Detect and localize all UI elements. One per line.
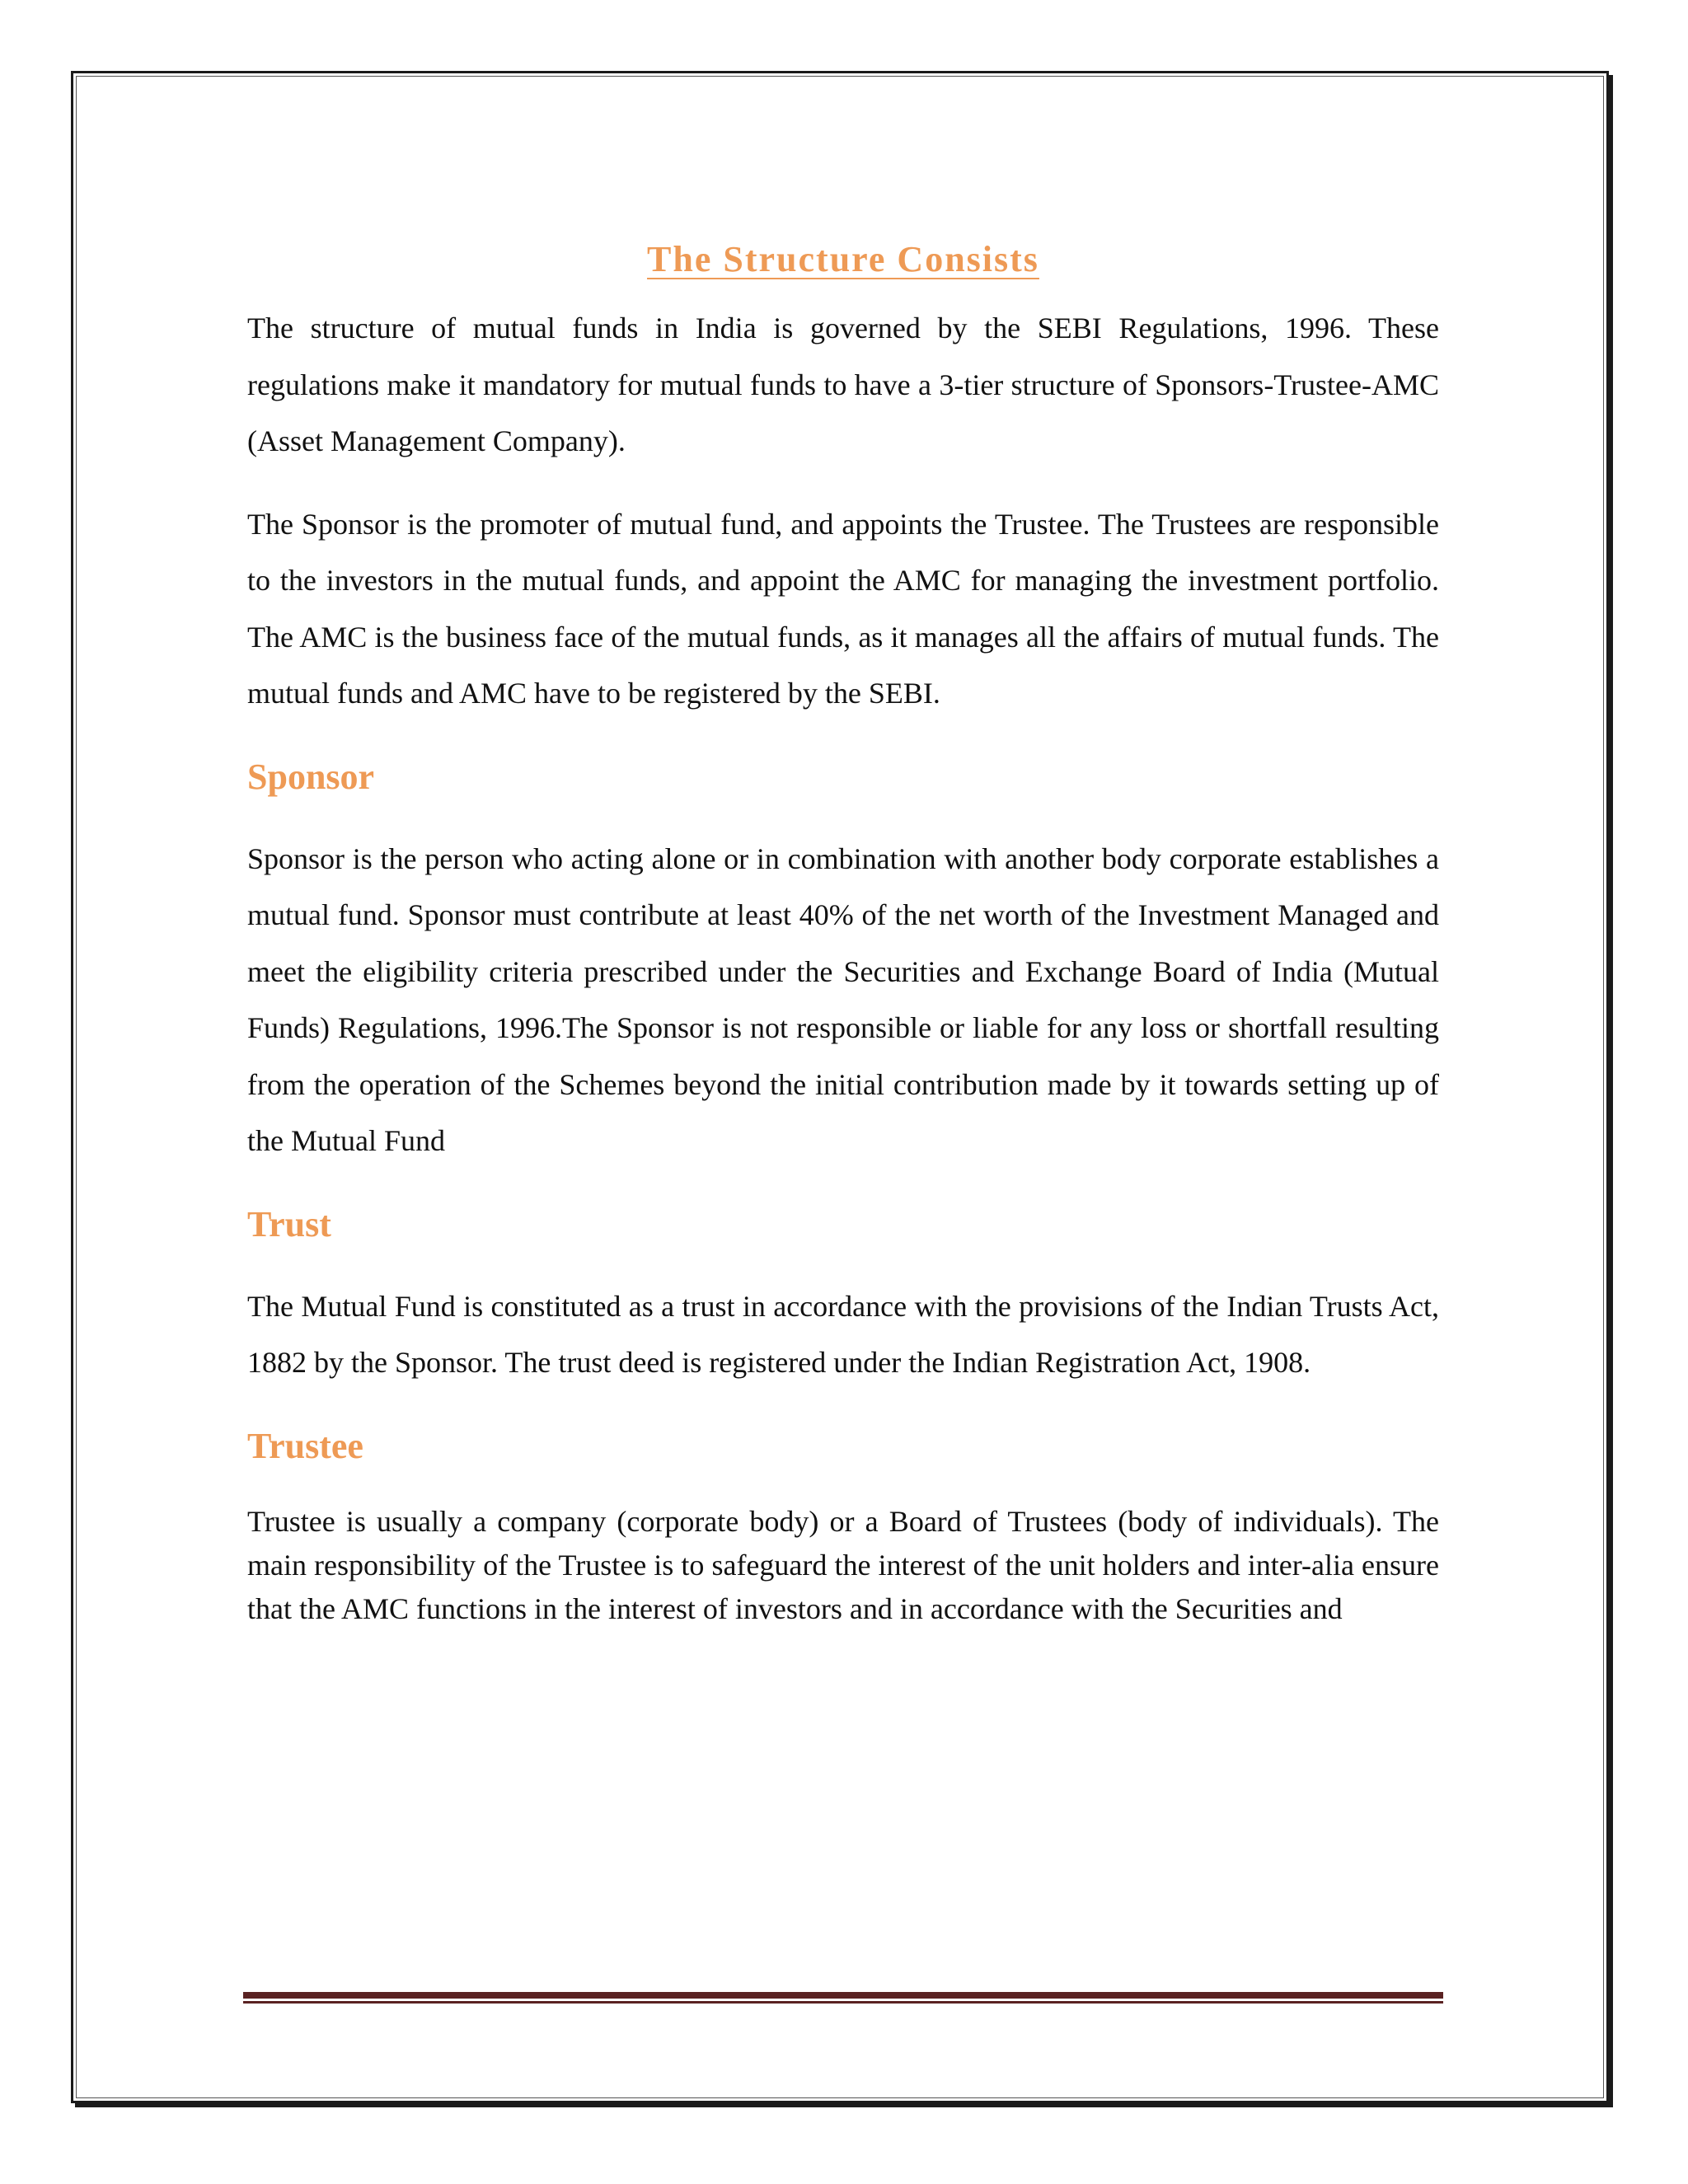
intro-paragraph-1: The structure of mutual funds in India is governed by the SEBI Regulations, 1996. These regulations make it mandatory for mutual funds to have a 3-tier structure of Sponsors-Trustee-AMC (Asset Management Company). [247, 312, 1439, 457]
section-heading-sponsor: Sponsor [247, 756, 375, 797]
footer-rule-thick [243, 1992, 1443, 1999]
section-body-sponsor: Sponsor is the person who acting alone or in combination with another body corporate establishes a mutual fund. Sponsor must contribute at least 40% of the net worth of the Investment Managed and meet the eligibility criteria prescribed under the Securities and Exchange Board of India (Mutual Funds) Regulations, 1996.The Sponsor is not responsible or liable for any loss or shortfall resulting from the operation of the Schemes beyond the initial contribution made by it towards setting up of the Mutual Fund [247, 841, 1439, 1157]
footer-rule-thin [243, 2001, 1443, 2004]
section-body-trust: The Mutual Fund is constituted as a trust in accordance with the provisions of the Indian Trusts Act, 1882 by the Sponsor. The trust deed is registered under the Indian Registration Act, 1908. [247, 1289, 1439, 1379]
page-title: The Structure Consists [647, 239, 1039, 279]
section-body-trustee: Trustee is usually a company (corporate body) or a Board of Trustees (body of individuals). The main responsibility of the Trustee is to safeguard the interest of the unit holders and inter-alia ensure that the AMC functions in the interest of investors and in accordance with the Securities and [247, 1504, 1439, 1625]
footer-rule [243, 1992, 1443, 2004]
section-heading-trustee: Trustee [247, 1425, 363, 1466]
section-heading-trust: Trust [247, 1203, 331, 1244]
intro-paragraph-2: The Sponsor is the promoter of mutual fund, and appoints the Trustee. The Trustees are responsible to the investors in the mutual funds, and appoint the AMC for managing the investment portfolio. The AMC is the business face of the mutual funds, as it manages all the affairs of mutual funds. The mutual funds and AMC have to be registered by the SEBI. [247, 507, 1439, 710]
document-body [247, 231, 1439, 1657]
